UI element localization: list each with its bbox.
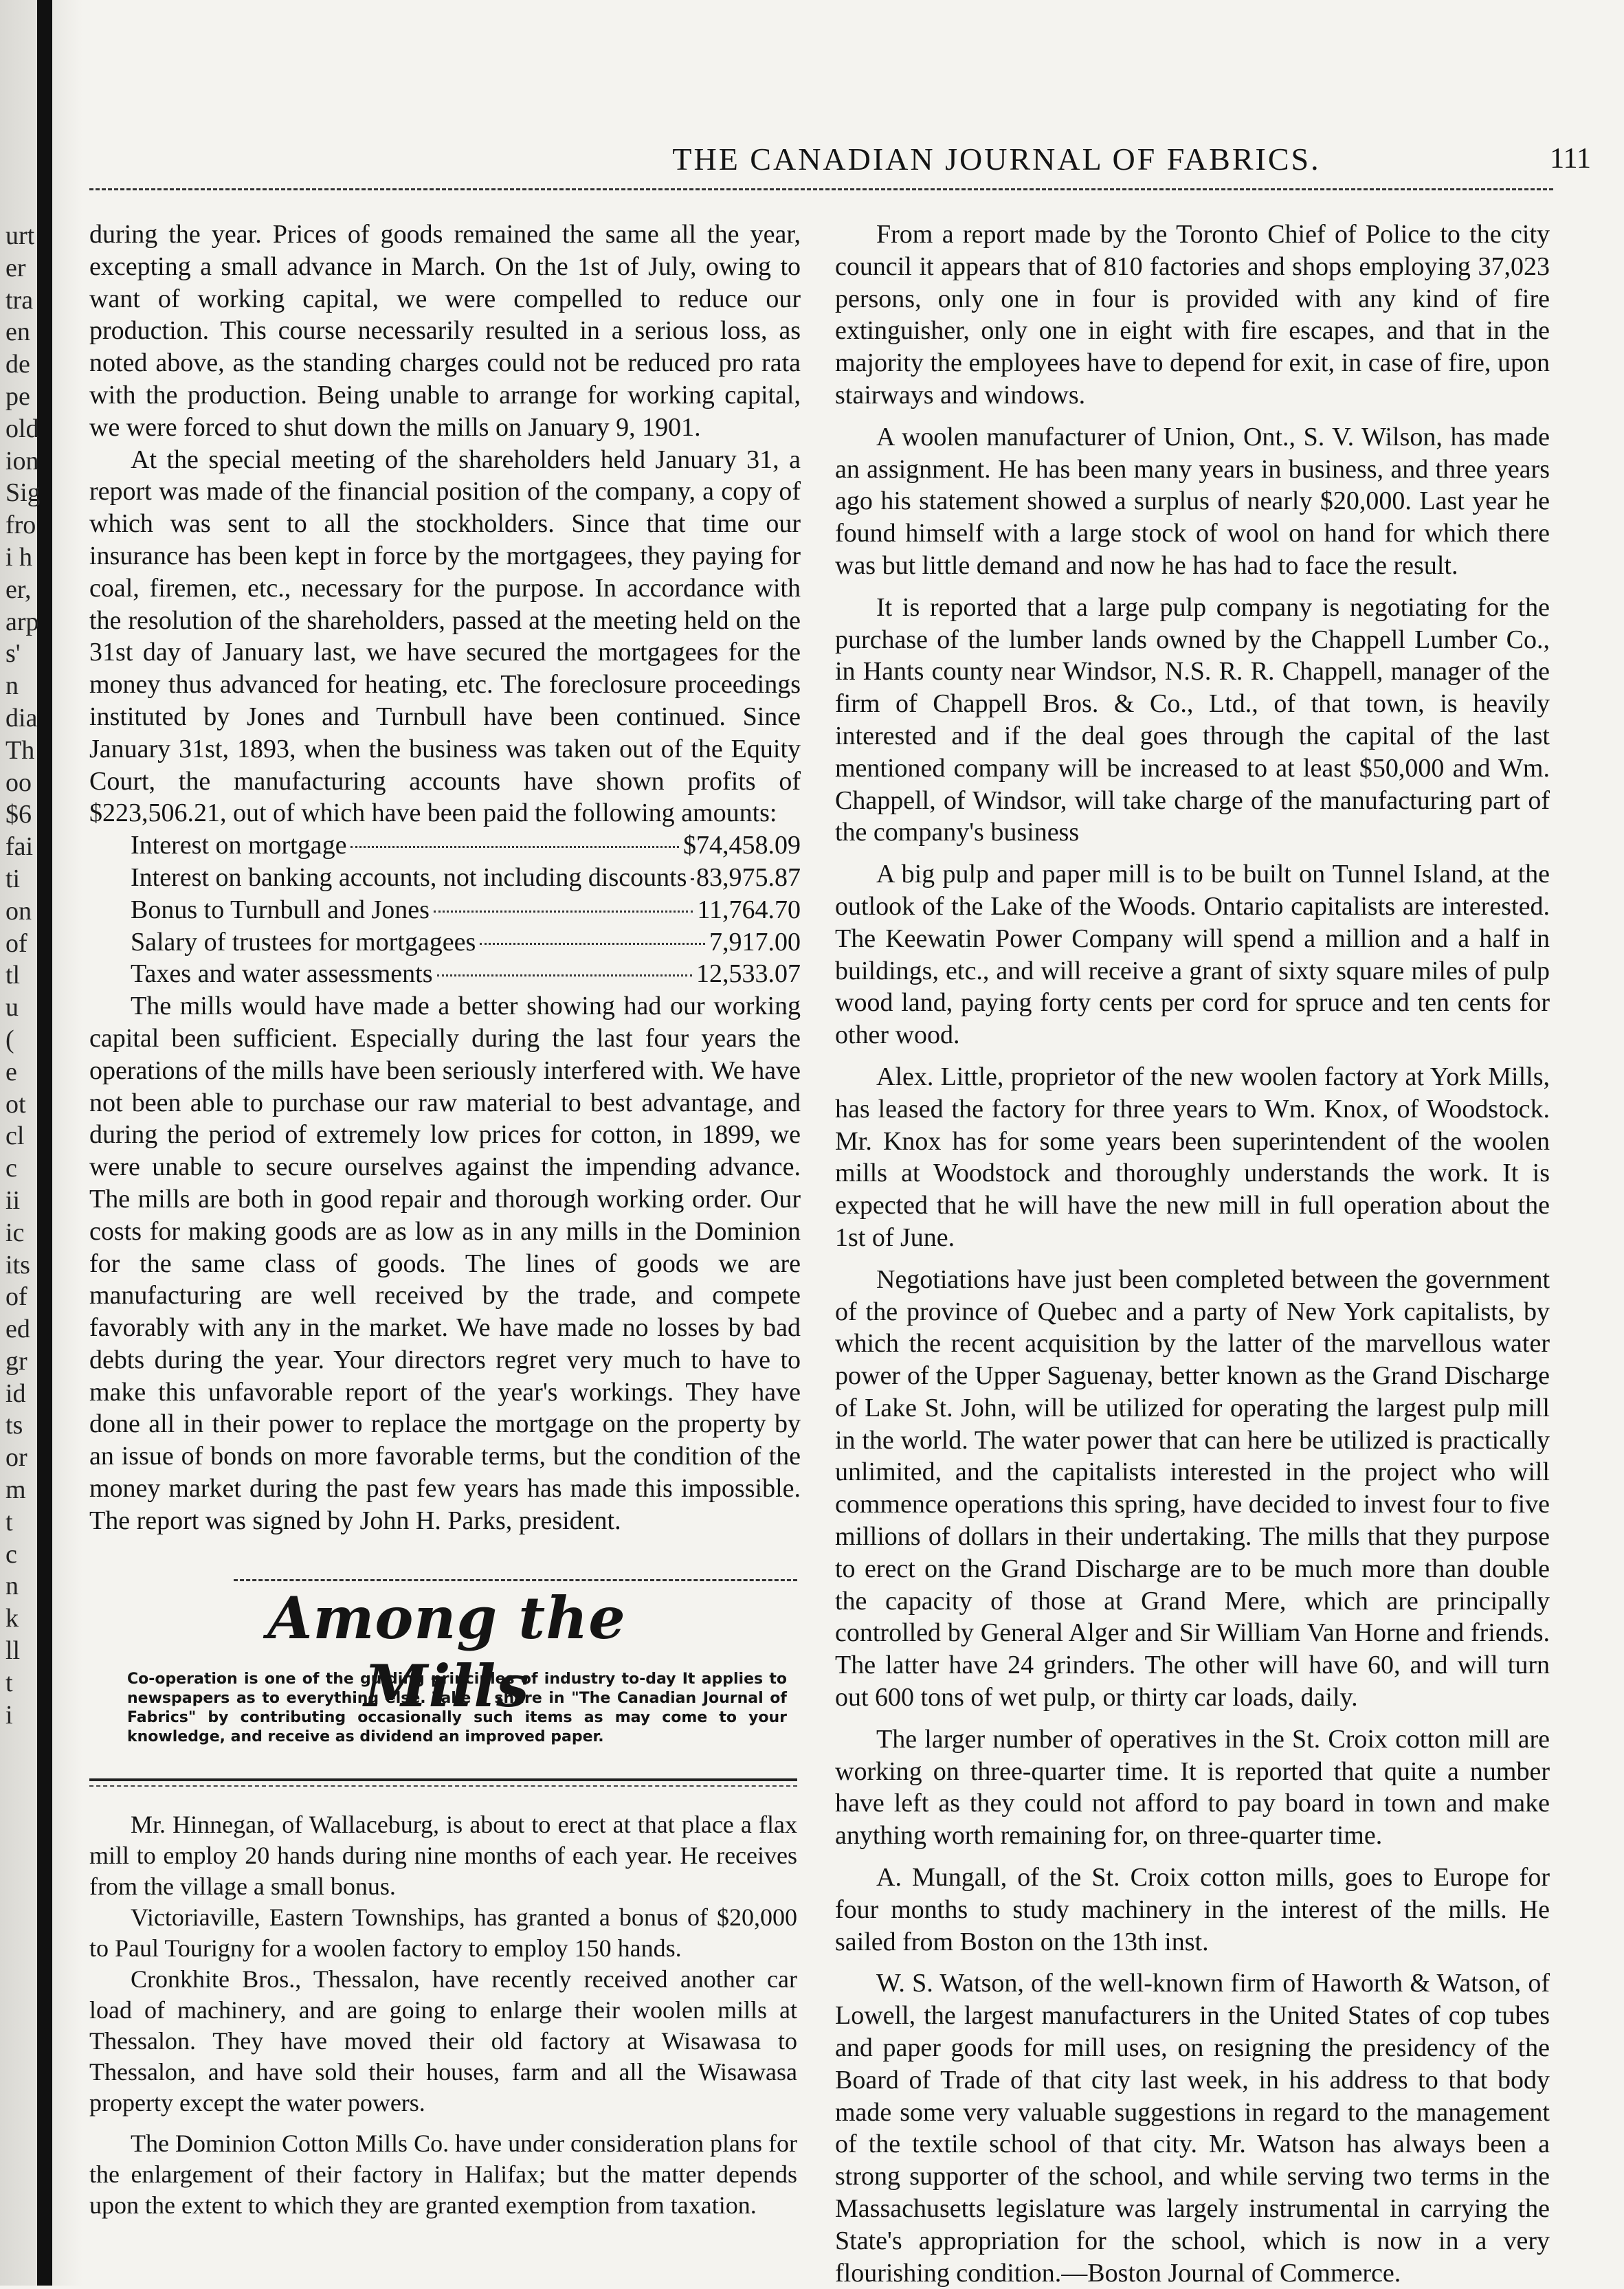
section-rule — [89, 1785, 797, 1787]
fringe-fragment: fro — [5, 511, 36, 540]
fringe-fragment: tra — [5, 285, 34, 315]
page-number: 111 — [1550, 143, 1591, 175]
fringe-fragment: tl — [5, 961, 21, 990]
ledger-row — [89, 926, 801, 959]
fringe-fragment: er — [5, 253, 26, 282]
fringe-fragment: fai — [5, 832, 34, 862]
fringe-fragment: t — [5, 1668, 13, 1697]
fringe-fragment: e — [5, 1057, 17, 1086]
fringe-fragment: or — [5, 1443, 27, 1473]
fringe-fragment: of — [5, 928, 27, 958]
section-rule — [234, 1579, 797, 1581]
fringe-fragment: s' — [5, 639, 21, 669]
fringe-fragment: urt — [5, 221, 35, 250]
leader-dots — [480, 943, 705, 945]
fringe-fragment: ot — [5, 1089, 26, 1119]
ledger-amount: 11,764.70 — [697, 895, 801, 924]
ledger-label: Interest on mortgage — [131, 831, 347, 860]
fringe-fragment: pe — [5, 381, 30, 411]
fringe-fragment: ti — [5, 864, 21, 893]
ledger-label: Interest on banking accounts, not including discounts — [131, 862, 687, 892]
fringe-fragment: oo — [5, 768, 32, 797]
news-item: The larger number of operatives in the St. Croix cotton mill are working on three-quarter time. It is reported that quite a number have left as they could not afford to pay board in town and make anything worth remaining for, on three-quarter time. — [835, 1724, 1550, 1851]
paragraph: during the year. Prices of goods remained the same all the year, excepting a small advance in March. On the 1st of July, owing to want of working capital, we were compelled to reduce our production. This course necessarily resulted in a serious loss, as noted above, as the standing charges could not be reduced pro rata with the production. Being unable to arrange for working capital, we were forced to shut down the mills on January 9, 1901. — [89, 220, 801, 442]
fringe-fragment: m — [5, 1475, 26, 1505]
ledger-amount: 12,533.07 — [696, 959, 801, 989]
fringe-fragment: of — [5, 1282, 27, 1312]
ledger-amount: 83,975.87 — [696, 862, 801, 892]
news-item: The Dominion Cotton Mills Co. have under consideration plans for the enlargement of their factory in Halifax; but the matter depends upon the extent to which they are granted exemption from taxation. — [89, 2130, 797, 2219]
fringe-fragment: its — [5, 1250, 30, 1280]
news-item: Alex. Little, proprietor of the new woolen factory at York Mills, has leased the factory for three years to Wm. Knox, of Woodstock. Mr. Knox has for some years been superintendent of the woolen mills at Woodstock and thoroughly understands the work. It is expected that he will have the new mill in full operation about the 1st of June. — [835, 1062, 1550, 1252]
fringe-fragment: ll — [5, 1636, 21, 1666]
fringe-fragment: c — [5, 1154, 17, 1183]
news-item: Negotiations have just been completed between the government of the province of Quebec and a party of New York capitalists, by which the recent acquisition by the latter of the marvellous water power of the Upper Saguenay, better known as the Grand Discharge of Lake St. John, will be utilized for operating the largest pulp mill in the world. The water power that can here be utilized is practically unlimited, and the capitalists interested in the project who will commence operations this spring, have decided to invest four to five millions of dollars in their undertaking. The mills that they purpose to erect on the Grand Discharge are to be much more than double the capacity of those at Grand Mere, which are principally controlled by General Alger and Sir William Van Horne and friends. The latter have 24 grinders. The other will have 60, and will turn out 600 tons of wet pulp, or thirty car loads, daily. — [835, 1264, 1550, 1712]
section-rule — [89, 1778, 797, 1781]
ledger-label: Taxes and water assessments — [131, 959, 433, 989]
fringe-fragment: dia — [5, 703, 38, 733]
header-rule — [89, 188, 1553, 190]
ledger-amount: $74,458.09 — [683, 831, 801, 860]
ledger-row — [89, 862, 801, 894]
ledger-amount: 7,917.00 — [709, 927, 801, 957]
ledger-row — [89, 829, 801, 862]
section-blurb: Co-operation is one of the guiding principles of industry to-day It applies to newspapers as to everything else. Take a share in "The Canadian Journal of Fabrics" by contributing occasionally such items as may come to your knowledge, and receive as dividend an improved paper. — [127, 1671, 787, 1745]
running-title: THE CANADIAN JOURNAL OF FABRICS. — [672, 142, 1321, 177]
news-item: Cronkhite Bros., Thessalon, have recently received another car load of machinery, and are going to enlarge their woolen mills at Thessalon. They have moved their old factory at Wisawasa to Thessalon, and have sold their houses, farm and all the Wisawasa property except the water powers. — [89, 1965, 797, 2117]
news-item: A woolen manufacturer of Union, Ont., S. V. Wilson, has made an assignment. He has been many years in business, and three years ago his statement showed a surplus of nearly $20,000. Last year he found himself with a large stock of wool on hand for which there was but little demand and now he has had to face the result. — [835, 422, 1550, 580]
fringe-fragment: t — [5, 1507, 13, 1537]
fringe-fragment: ts — [5, 1411, 23, 1440]
news-item: Mr. Hinnegan, of Wallaceburg, is about to erect at that place a flax mill to employ 20 hands during nine months of each year. He receives from the village a small bonus. — [89, 1811, 797, 1900]
leader-dots — [434, 911, 693, 913]
paragraph: At the special meeting of the shareholders held January 31, a report was made of the financial position of the company, a copy of which was sent to all the stockholders. Since that time our insurance has been kept in force by the mortgagees, they paying for coal, firemen, etc., necessary for the purpose. In accordance with the resolution of the shareholders, passed at the meeting held on the 31st day of January last, we have secured the mortgagees for the money thus advanced for heating, etc. The foreclosure proceedings instituted by Jones and Turnbull have been continued. Since January 31st, 1893, when the business was taken out of the Equity Court, the manufacturing accounts have shown profits of $223,506.21, out of which have been paid the following amounts: — [89, 445, 801, 828]
fringe-fragment: on — [5, 896, 32, 926]
fringe-fragment: de — [5, 350, 30, 379]
ledger-table — [89, 829, 801, 990]
fringe-fragment: ( — [5, 1025, 14, 1054]
news-item: It is reported that a large pulp company is negotiating for the purchase of the lumber lands owned by the Chappell Lumber Co., in Hants county near Windsor, N.S. R. R. Chappell, manager of the firm of Chappell Bros. & Co., Ltd., of that town, is heavily interested and if the deal goes through the capital of the last mentioned company will be increased to at least $50,000 and Wm. Chappell, of Windsor, will take charge of the manufacturing part of the company's business — [835, 592, 1550, 847]
fringe-fragment: ic — [5, 1218, 25, 1247]
fringe-fragment: gr — [5, 1346, 27, 1376]
leader-dots — [691, 878, 692, 880]
fringe-fragment: $6 — [5, 800, 32, 829]
fringe-fragment: Sig — [5, 478, 41, 508]
news-item: Victoriaville, Eastern Townships, has granted a bonus of $20,000 to Paul Tourigny for a woolen factory to employ 150 hands. — [89, 1903, 797, 1962]
fringe-fragment: Th — [5, 735, 35, 765]
fringe-fragment: arp — [5, 607, 39, 636]
ledger-label: Bonus to Turnbull and Jones — [131, 895, 430, 924]
news-item: A. Mungall, of the St. Croix cotton mills, goes to Europe for four months to study machinery in the interest of the mills. He sailed from Boston on the 13th inst. — [835, 1863, 1550, 1956]
section-title: Among the Mills — [267, 1584, 626, 1720]
fringe-fragment: n — [5, 671, 19, 701]
news-item: W. S. Watson, of the well-known firm of Haworth & Watson, of Lowell, the largest manufacturers in the United States of cop tubes and paper goods for mill uses, on resigning the presidency of the Board of Trade of that city last week, in his address to that body made some very valuable suggestions in regard to the management of the textile school of that city. Mr. Watson has always been a strong supporter of the school, and while serving two terms in the Massachusetts legislature was largely instrumental in carrying the State's appropriation for the school, which is now in a very flourishing condition.—Boston Journal of Commerce. — [835, 1969, 1550, 2288]
ledger-row — [89, 958, 801, 990]
fringe-fragment: i h — [5, 542, 33, 572]
adjacent-page-fringe — [0, 220, 81, 1730]
paragraph: The mills would have made a better showing had our working capital been sufficient. Especially during the last four years the operations of the mills have been seriously interfered with. We have not been able to purchase our raw material to best advantage, and during the period of extremely low prices for cotton, in 1899, we were unable to secure ourselves against the impending advance. The mills are both in good repair and thorough working order. Our costs for making goods are as low as in any mills in the Dominion for the same class of goods. The lines of goods we are manufacturing are well received by the trade, and compete favorably with any in the market. We have made no losses by bad debts during the year. Your directors regret very much to have to make this unfavorable report of the year's workings. They have done all in their power to replace the mortgage on the property by an issue of bonds on more favorable terms, but the condition of the money market during the past few years has made this impossible. The report was signed by John H. Parks, president. — [89, 992, 801, 1535]
leader-dots — [351, 846, 679, 848]
fringe-fragment: k — [5, 1604, 19, 1633]
fringe-fragment: ed — [5, 1315, 30, 1344]
fringe-fragment: old — [5, 414, 39, 443]
fringe-fragment: u — [5, 993, 19, 1023]
leader-dots — [437, 974, 693, 976]
fringe-fragment: en — [5, 317, 30, 347]
fringe-fragment: ii — [5, 1185, 21, 1215]
ledger-row — [89, 894, 801, 926]
mills-news-left — [89, 1809, 797, 2263]
fringe-fragment: ion — [5, 446, 39, 476]
fringe-fragment: c — [5, 1539, 17, 1569]
fringe-fragment: cl — [5, 1121, 25, 1151]
news-item: A big pulp and paper mill is to be built on Tunnel Island, at the outlook of the Lake of the Woods. Ontario capitalists are interested. The Keewatin Power Company will spend a million and a half in buildings, etc., and will receive a grant of sixty square miles of pulp wood land, paying forty cents per cord for spruce and ten cents for other wood. — [835, 860, 1550, 1050]
right-column — [835, 219, 1550, 2288]
left-column — [89, 219, 801, 1565]
fringe-fragment: i — [5, 1700, 13, 1730]
news-item: From a report made by the Toronto Chief of Police to the city council it appears that of 810 factories and shops employing 37,023 persons, only one in four is provided with any kind of fire extinguisher, only one in eight with fire escapes, and that in the majority the employees have to depend for exit, in case of fire, upon stairways and windows. — [835, 220, 1550, 410]
fringe-fragment: n — [5, 1572, 19, 1601]
ledger-label: Salary of trustees for mortgagees — [131, 927, 476, 957]
fringe-fragment: er, — [5, 574, 32, 604]
fringe-fragment: id — [5, 1378, 26, 1408]
